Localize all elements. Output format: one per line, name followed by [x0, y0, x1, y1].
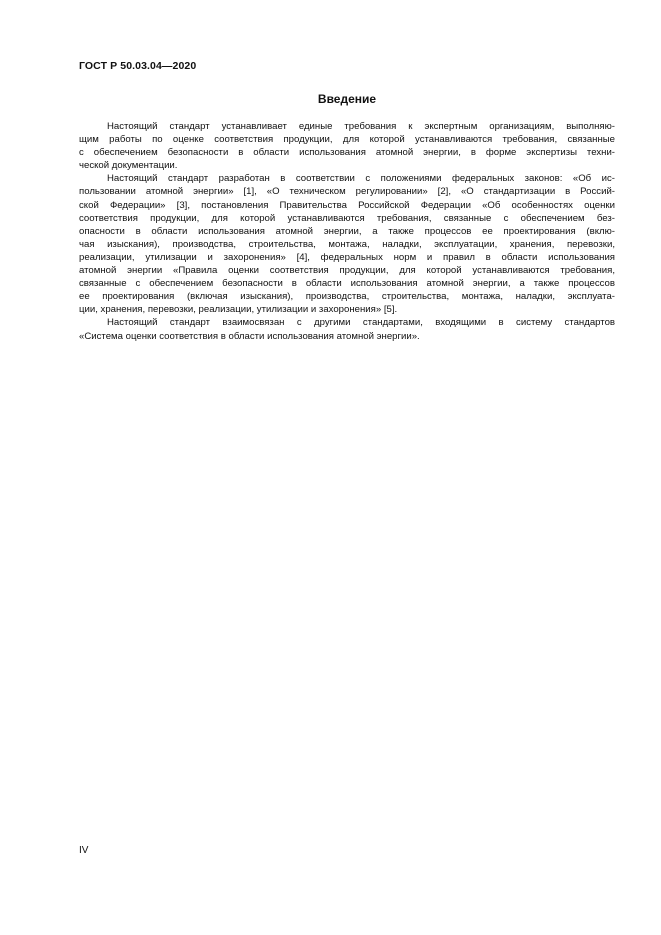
introduction-body: [79, 120, 615, 343]
text-line: пользовании атомной энергии» [1], «О техническом регулировании» [2], «О стандартизации в Россий-: [79, 186, 615, 198]
text-line: чая изыскания), производства, строительства, монтажа, наладки, эксплуатации, хранения, перевозки,: [79, 238, 615, 250]
text-line: реализации, утилизации и захоронения» [4], федеральных норм и правил в области использования: [79, 251, 615, 263]
text-line: ции, хранения, перевозки, реализации, утилизации и захоронения» [5].: [79, 304, 398, 316]
paragraph-legal-basis: [79, 172, 615, 316]
text-line: соответствия продукции, для которой устанавливаются требования, связанные с обеспечением без-: [79, 212, 615, 224]
text-line: атомной энергии «Правила оценки соответствия продукции, для которой устанавливаются требования,: [79, 265, 615, 277]
paragraph-related-standards: [79, 316, 615, 342]
text-line: Настоящий стандарт устанавливает единые требования к экспертным организациям, выполняю-: [107, 121, 615, 132]
text-line: с обеспечением безопасности в области использования атомной энергии, в форме экспертизы техни-: [79, 147, 615, 159]
text-line: Настоящий стандарт взаимосвязан с другими стандартами, входящими в систему стандартов: [107, 317, 615, 329]
text-line: ской Федерации» [3], постановления Правительства Российской Федерации «Об особенностях оценки: [79, 199, 615, 211]
paragraph-scope: [79, 120, 615, 172]
text-line: ее проектирования (включая изыскания), производства, строительства, монтажа, наладки, эксплуата-: [79, 291, 615, 303]
text-line: «Система оценки соответствия в области использования атомной энергии».: [79, 330, 420, 342]
standard-code-header: ГОСТ Р 50.03.04—2020: [79, 60, 197, 72]
text-line: Настоящий стандарт разработан в соответствии с положениями федеральных законов: «Об ис-: [107, 173, 615, 185]
text-line: связанные с обеспечением безопасности в области использования атомной энергии, а также процессов: [79, 278, 615, 290]
page-number: IV: [79, 845, 89, 856]
text-line: щим работы по оценке соответствия продукции, для которой устанавливаются требования, связанные: [79, 134, 615, 146]
section-title-introduction: Введение: [317, 92, 377, 106]
text-line: ческой документации.: [79, 160, 178, 172]
text-line: опасности в области использования атомной энергии, а также процессов ее проектирования (вклю-: [79, 225, 615, 237]
